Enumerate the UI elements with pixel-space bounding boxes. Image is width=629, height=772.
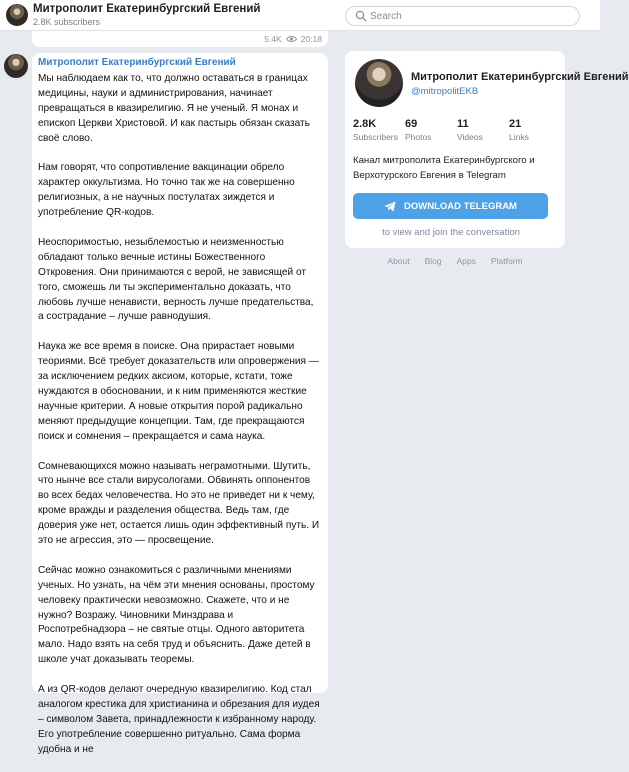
- message-time: 20:18: [300, 34, 322, 44]
- top-bar: [0, 0, 600, 31]
- footer-link-blog[interactable]: Blog: [424, 256, 442, 266]
- stat-links: [509, 118, 561, 143]
- paper-plane-icon: [384, 201, 396, 212]
- message-paragraph: Мы наблюдаем как то, что должно оставаться в границах медицины, науки и администрирования, начинает превращаться в квазирелигию. Я не ученый. Я монах и епископ Церкви Христовой. И как пастырь обязан сказать своё слово.: [38, 73, 310, 144]
- stat-photos: [405, 118, 457, 143]
- message-paragraph: Нам говорят, что сопротивление вакцинации обрело характер оккультизма. Но точно так же на совершенно религиозных, а не научных постулатах зиждется и употребление QR-кодов.: [38, 162, 295, 219]
- search-box[interactable]: [345, 6, 580, 26]
- search-icon: [355, 10, 367, 22]
- eye-icon: [286, 35, 297, 43]
- message-paragraph: А из QR-кодов делают очередную квазирелигию. Код стал аналогом крестика для христианина и обрезания для иудея – символом Завета, принадлежности к избранному народу. Его употребление совершенно ритуально. Сама форма удобна и не: [38, 684, 320, 755]
- stat-label: Subscribers: [353, 132, 398, 142]
- channel-title[interactable]: Митрополит Екатеринбургский Евгений: [33, 3, 261, 15]
- stat-value: 69: [405, 118, 418, 130]
- message-bubble: [32, 53, 328, 755]
- footer-link-apps[interactable]: Apps: [456, 256, 476, 266]
- join-hint: to view and join the conversation: [382, 227, 520, 238]
- message-meta: [264, 34, 322, 44]
- channel-name: Митрополит Екатеринбургский Евгений: [411, 71, 629, 83]
- stat-videos: [457, 118, 509, 143]
- stat-label: Links: [509, 132, 529, 142]
- message-paragraph: Неоспоримостью, незыблемостью и неизменностью обладают только вечные истины Божественного Откровения. Они принимаются с верой, не зависящей от того, сможешь ли ты экспериментально доказать, что любовь лучше ненависти, верность лучше предательства, а сострадание – лучше равнодушия.: [38, 236, 314, 323]
- search-input[interactable]: [370, 9, 570, 23]
- channel-avatar[interactable]: [6, 4, 28, 26]
- author-avatar[interactable]: [4, 54, 28, 78]
- channel-description: Канал митрополита Екатеринбургского и Верхотурского Евгения в Telegram: [353, 155, 535, 181]
- view-count: 5.4K: [264, 34, 282, 44]
- stat-value: 21: [509, 118, 522, 130]
- message-author[interactable]: Митрополит Екатеринбургский Евгений: [38, 57, 236, 68]
- previous-message: [32, 31, 328, 47]
- stat-label: Photos: [405, 132, 432, 142]
- channel-stats: [353, 118, 561, 143]
- stat-value: 2.8K: [353, 118, 377, 130]
- message-paragraph: Сейчас можно ознакомиться с различными мнениями ученых. Но узнать, на чём эти мнения основаны, простому человеку практически невозможно. Скажете, что и не нужно? Возражу. Чиновники Минздрава и Роспотребнадзора – не святые отцы. Одного авторитета мало. Надо взять на себя труд и объяснить. Даже детей в школе учат доказывать теоремы.: [38, 564, 315, 666]
- channel-photo: [355, 59, 403, 107]
- download-telegram-button[interactable]: [353, 193, 548, 219]
- message-paragraph: Наука же все время в поиске. Она прирастает новыми теориями. Всё требует доказательств или опровержения — за исключением редких аксиом, которые, кстати, тоже нуждаются в обосновании, и к ним применяются жесткие научные критерии. А новые открытия порой радикально меняют предыдущие концепции. Там, где прекращаются поиск и сомнения – прекращается и сама наука.: [38, 341, 319, 442]
- footer-link-platform[interactable]: Platform: [490, 256, 523, 266]
- channel-handle[interactable]: @mitropolitEKB: [411, 86, 479, 97]
- channel-card: [345, 51, 629, 248]
- stat-label: Videos: [457, 132, 483, 142]
- download-label: DOWNLOAD TELEGRAM: [404, 200, 517, 212]
- message-text: [38, 72, 320, 772]
- message-paragraph: Сомневающихся можно называть неграмотными. Шутить, что нынче все стали вирусологами. Обвинять оппонентов во всех бедах человечества. Но это не приведет ни к чему, кроме вражды и разделения общества. Ведь там, где доверия уже нет, остается лишь один эффективный путь. И это не агрессия, это — просвещение.: [38, 460, 320, 547]
- footer-link-about[interactable]: About: [387, 256, 410, 266]
- subscriber-count: 2.8K subscribers: [33, 17, 101, 27]
- stat-value: 11: [457, 118, 469, 130]
- stat-subscribers: [353, 118, 405, 143]
- footer-links: [345, 256, 565, 266]
